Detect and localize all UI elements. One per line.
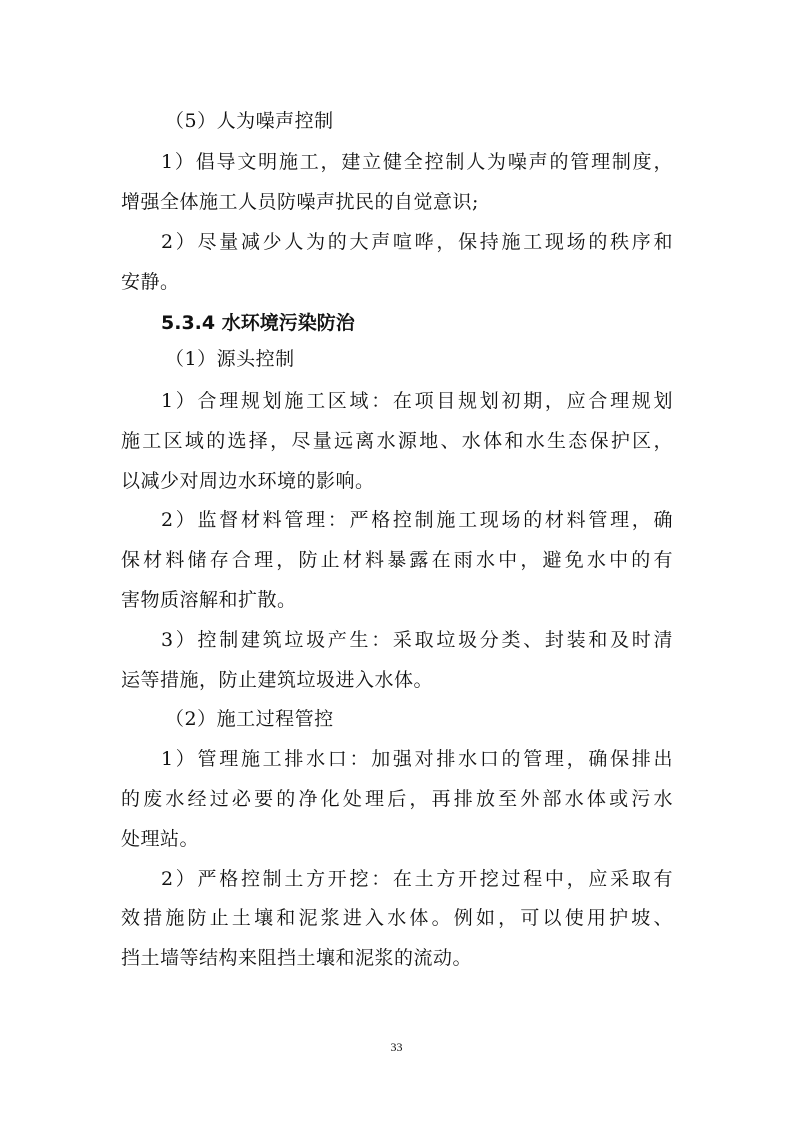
paragraph-line: 保材料储存合理，防止材料暴露在雨水中，避免水中的有 <box>121 549 673 571</box>
paragraph-line: 1）倡导文明施工，建立健全控制人为噪声的管理制度， <box>161 151 673 173</box>
paragraph-line: 害物质溶解和扩散。 <box>121 589 297 611</box>
paragraph-line: 处理站。 <box>121 828 200 850</box>
paragraph-line: 的废水经过必要的净化处理后，再排放至外部水体或污水 <box>121 788 673 810</box>
paragraph-line: 以减少对周边水环境的影响。 <box>121 470 375 492</box>
paragraph-line: 效措施防止土壤和泥浆进入水体。例如，可以使用护坡、 <box>121 907 673 929</box>
paragraph-line: 施工区域的选择，尽量远离水源地、水体和水生态保护区， <box>121 430 673 452</box>
source-control-subheading: （1）源头控制 <box>165 348 295 370</box>
page-number: 33 <box>390 1040 403 1054</box>
paragraph-line: 3）控制建筑垃圾产生：采取垃圾分类、封装和及时清 <box>161 629 673 651</box>
paragraph-line: 2）严格控制土方开挖：在土方开挖过程中，应采取有 <box>161 868 673 890</box>
paragraph-line: 增强全体施工人员防噪声扰民的自觉意识; <box>121 191 479 213</box>
noise-control-subheading: （5）人为噪声控制 <box>165 110 334 132</box>
paragraph-line: 1）合理规划施工区域：在项目规划初期，应合理规划 <box>161 390 673 412</box>
paragraph-line: 2）监督材料管理：严格控制施工现场的材料管理，确 <box>161 509 673 531</box>
process-control-subheading: （2）施工过程管控 <box>165 708 334 730</box>
paragraph-line: 运等措施，防止建筑垃圾进入水体。 <box>121 669 434 691</box>
paragraph-line: 2）尽量减少人为的大声喧哗，保持施工现场的秩序和 <box>161 231 673 253</box>
section-heading: 5.3.4 水环境污染防治 <box>161 312 355 334</box>
paragraph-line: 安静。 <box>121 271 180 293</box>
paragraph-line: 挡土墙等结构来阻挡土壤和泥浆的流动。 <box>121 947 473 969</box>
paragraph-line: 1）管理施工排水口：加强对排水口的管理，确保排出 <box>161 748 673 770</box>
